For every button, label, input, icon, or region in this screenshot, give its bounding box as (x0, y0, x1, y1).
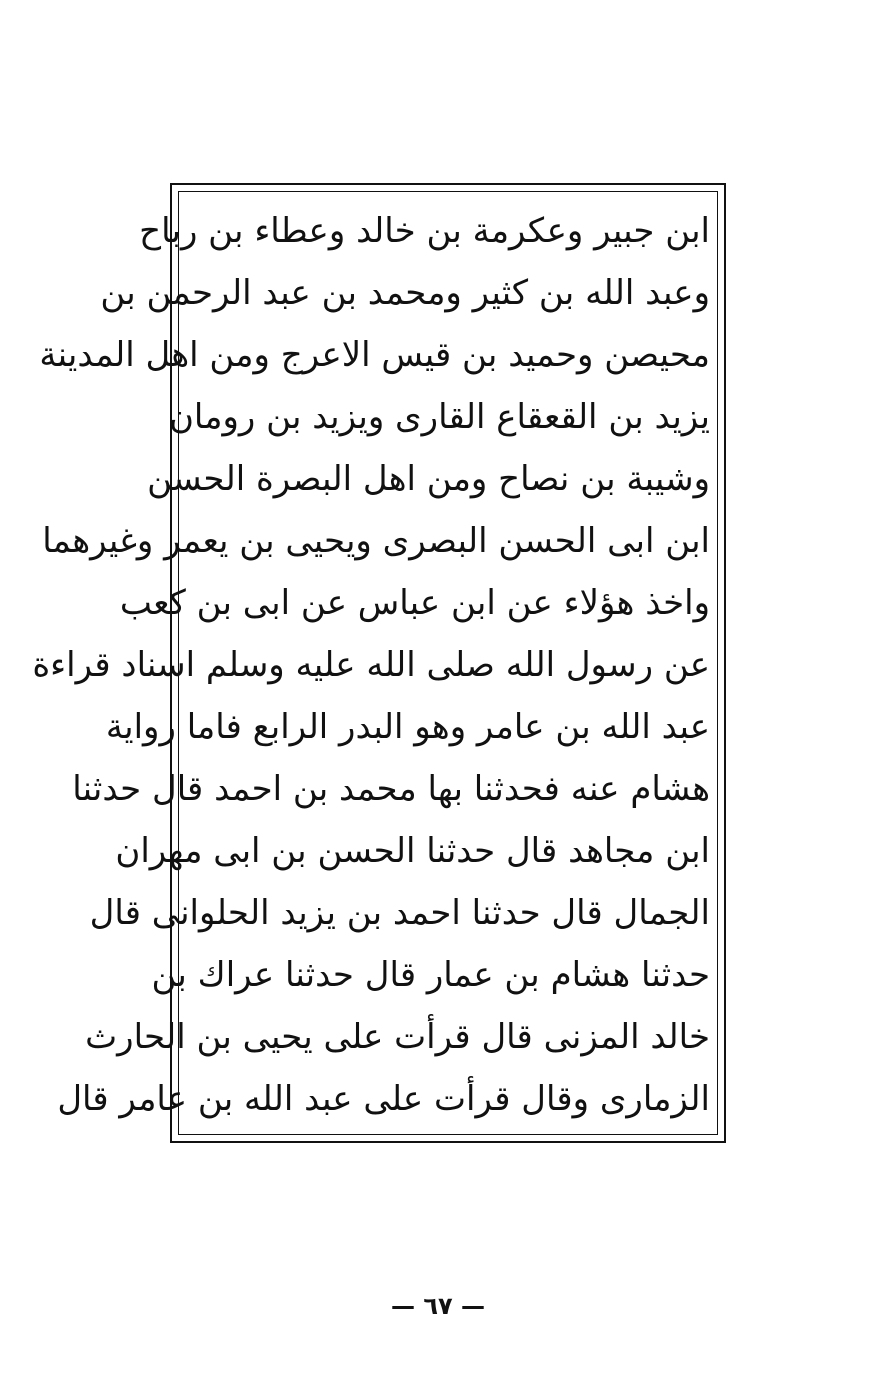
text-line-1: ابن جبير وعكرمة بن خالد وعطاء بن رباح (139, 211, 710, 251)
text-line-4: يزيد بن القعقاع القارى ويزيد بن رومان (168, 397, 710, 437)
text-line-3: محيصن وحميد بن قيس الاعرج ومن اهل المدينة (39, 335, 710, 375)
text-line-10: هشام عنه فحدثنا بها محمد بن احمد قال حدثنا (72, 769, 710, 809)
text-line-9: عبد الله بن عامر وهو البدر الرابع فاما رواية (105, 707, 710, 747)
page-number: — ٦٧ — (390, 1292, 485, 1320)
text-line-6: ابن ابى الحسن البصرى ويحيى بن يعمر وغيرهما (42, 521, 710, 561)
manuscript-text-block (32, 200, 714, 1130)
text-line-7: واخذ هؤلاء عن ابن عباس عن ابى بن كعب (119, 583, 710, 623)
text-line-2: وعبد الله بن كثير ومحمد بن عبد الرحمن بن (100, 273, 710, 313)
text-line-12: الجمال قال حدثنا احمد بن يزيد الحلوانى قال (89, 893, 710, 933)
text-line-8: عن رسول الله صلى الله عليه وسلم اسناد قراءة (32, 645, 710, 685)
text-line-15: الزمارى وقال قرأت على عبد الله بن عامر قال (57, 1079, 710, 1119)
text-line-5: وشيبة بن نصاح ومن اهل البصرة الحسن (147, 459, 710, 499)
text-line-14: خالد المزنى قال قرأت على يحيى بن الحارث (85, 1017, 710, 1057)
text-line-11: ابن مجاهد قال حدثنا الحسن بن ابى مهران (115, 831, 710, 871)
text-line-13: حدثنا هشام بن عمار قال حدثنا عراك بن (151, 955, 710, 995)
